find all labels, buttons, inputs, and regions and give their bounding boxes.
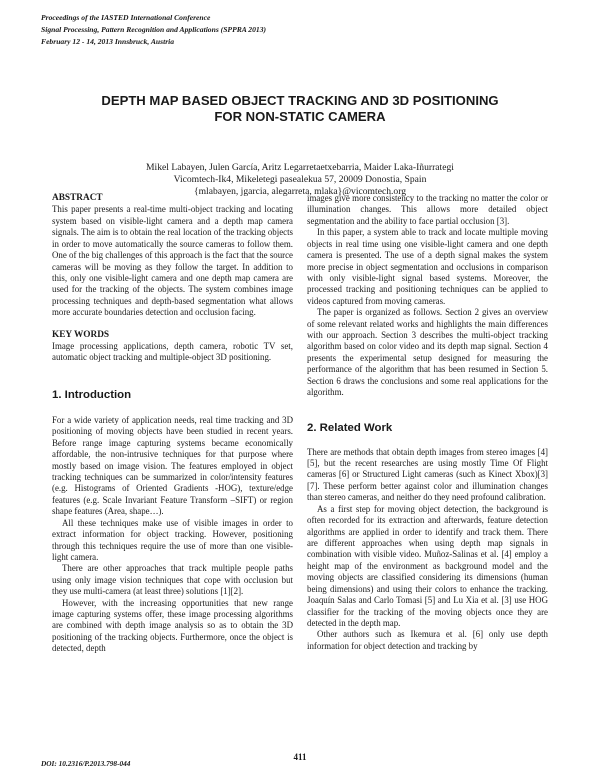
conference-header [41,12,266,49]
intro-paragraph-3: There are other approaches that track multiple people paths using only image vision techniques that cope with occlusion but they use multi-camera (at least three) solutions [1][2]. [52,563,293,597]
intro-heading: 1. Introduction [52,388,132,401]
related-paragraph-1: There are methods that obtain depth images from stereo images [4][5], but the recent researches are using mostly Time Of Flight cameras [6] or Structured Light cameras (such as Kinect Xbox)[3][7]. These perform better against color and illumination changes than stereo cameras, and neither do they need profound calibration. [307,446,548,503]
abstract-heading: ABSTRACT [52,193,103,203]
intro-paragraph-4: However, with the increasing opportunities that new range image capturing systems offer, these image processing algorithms are combined with depth image analysis so as to obtain the 3D positioning of the tracking objects. Furthermore, once the object is detected, depth [52,597,293,654]
related-work-heading: 2. Related Work [307,421,393,434]
author-affiliation: Vicomtech-Ik4, Mikeletegi pasealekua 57, 20009 Donostia, Spain [173,173,427,185]
doi-footer: DOI: 10.2316/P.2013.798-044 [41,759,131,768]
related-paragraph-2: As a first step for moving object detection, the background is often recorded for its extraction and afterwards, feature detection algorithms are applied in order to identify and track them. There are different approaches when using depth map signals in combination with visible video. Muñoz-Salinas et al. [4] employ a height map of the environment as background model and the moving objects are classified considering its dimensions (human being dimensions) and using their colors to enhance the tracking. Joaquín Salas and Carlo Tomasi [5] and Lu Xia et al. [3] use HOG classifier for the tracking of the moving objects once they are detected in the depth map. [307,503,548,628]
conference-name: Proceedings of the IASTED International Conference [41,13,211,22]
title-line-1: DEPTH MAP BASED OBJECT TRACKING AND 3D POSITIONING [101,93,499,108]
page-number: 411 [293,752,307,762]
intro-paragraph-6: In this paper, a system able to track and locate multiple moving objects in real time using one visible-light camera and one depth camera is presented. The use of a depth signal makes the system more precise in object segmentation and occlusions in comparison with only visible-light signal based systems. Moreover, the processed tracking and positioning techniques can be applied to videos captured from moving cameras. [307,227,548,306]
paper-title [0,93,600,125]
intro-paragraph-1: For a wide variety of application needs, real time tracking and 3D positioning of moving objects have been studied in recent years. Before range image capturing systems became economically affordable, the non-intrusive techniques for that purpose where mostly based on image vision. The features employed in object tracking techniques can be summarized in color/intensity features (e.g. Histograms of Oriented Gradients -HOG), texture/edge features (e.g. Scale Invariant Feature Transform –SIFT) or region shape features (Area, shape…). [52,414,293,517]
related-paragraph-3: Other authors such as Ikemura et al. [6] only use depth information for object detection and tracking by [307,629,548,651]
title-line-2: FOR NON-STATIC CAMERA [214,109,386,124]
abstract-text: This paper presents a real-time multi-object tracking and locating system based on visible-light camera and a depth map camera signals. The aim is to obtain the real location of the tracking objects in order to move automatically the source cameras to follow them. One of the big challenges of this approach is the fact that the source cameras will be moving as they follow the target. In addition to this, only one visible-light camera and one depth map camera are used for the tracking of the objects. The system combines image processing techniques and depth-based segmentation what allows more accurate boundaries detection and occlusion facing. [52,204,293,318]
author-emails: {mlabayen, jgarcia, alegarreta, mlaka}@vicomtech.org [193,185,407,197]
intro-paragraph-5: images give more consistency to the tracking no matter the color or illumination changes. This allows more detailed object segmentation and the ability to face partial occlusion [3]. [307,193,548,226]
left-column [52,193,293,655]
keywords-text: Image processing applications, depth camera, robotic TV set, automatic object tracking and multiple-object 3D positioning. [52,341,293,363]
keywords-heading: KEY WORDS [52,329,110,340]
conference-track: Signal Processing, Pattern Recognition and Applications (SPPRA 2013) [41,25,267,35]
conference-dates: February 12 - 14, 2013 Innsbruck, Austria [41,37,175,47]
author-names: Mikel Labayen, Julen García, Aritz Legarretaetxebarria, Maider Laka-Iñurrategi [146,162,454,173]
intro-paragraph-7: The paper is organized as follows. Section 2 gives an overview of some relevant related works and highlights the main differences with our approach. Section 3 describes the multi-object tracking algorithm based on color video and its depth map signal. Section 4 presents the experimental setup designed for measuring the performance of the algorithm that has been resumed in Section 5. Section 6 draws the conclusions and some real applications for the algorithm. [307,307,548,398]
intro-paragraph-2: All these techniques make use of visible images in order to extract information for object tracking. However, positioning through this techniques require the use of more than one visible-light camera. [52,517,293,562]
right-column [307,193,548,652]
